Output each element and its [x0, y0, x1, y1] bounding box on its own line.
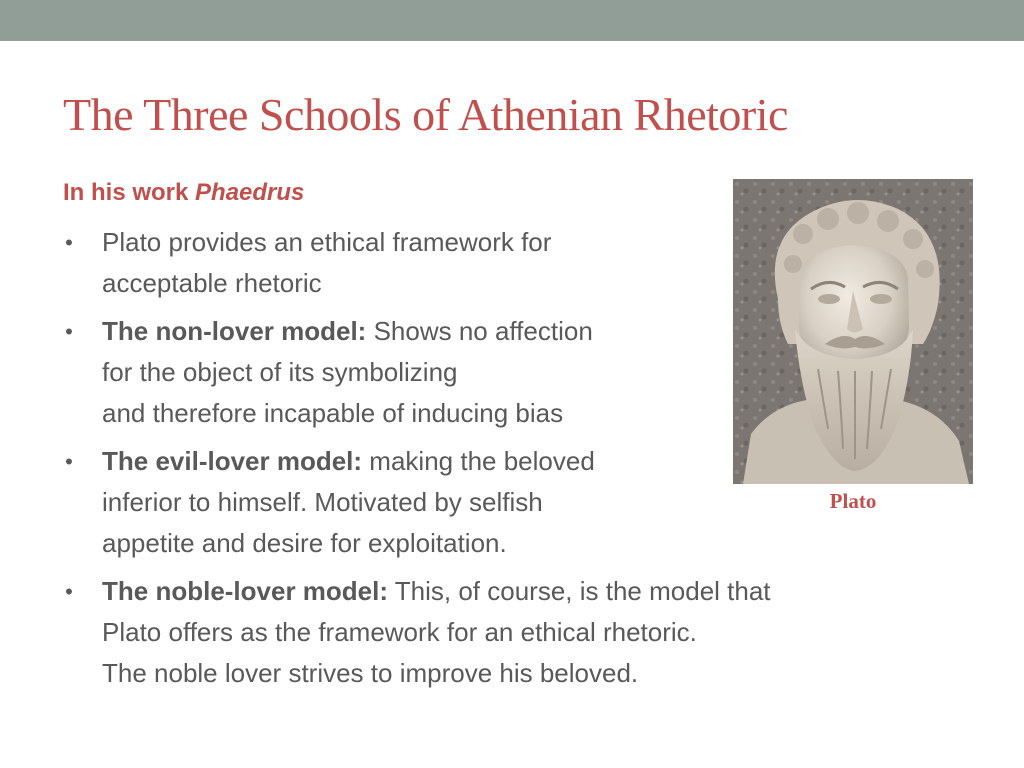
bullet-line: acceptable rhetoric — [102, 268, 322, 298]
subheading-work-title: Phaedrus — [195, 179, 305, 206]
bullet-line: Plato provides an ethical framework for — [102, 227, 552, 257]
bullet-line: appetite and desire for exploitation. — [102, 528, 507, 558]
bullet-text: making the beloved — [362, 446, 595, 476]
bullet-item — [62, 571, 962, 694]
bullet-dot-icon: • — [65, 230, 73, 255]
bullet-heading: The non-lover model: — [102, 316, 367, 346]
bullet-dot-icon: • — [65, 579, 73, 604]
bullet-heading: The evil-lover model: — [102, 446, 363, 476]
bullet-line: The noble lover strives to improve his beloved. — [102, 658, 639, 688]
bullet-line: and therefore incapable of inducing bias — [102, 398, 564, 428]
slide-title: The Three Schools of Athenian Rhetoric — [63, 89, 788, 140]
bullet-text: This, of course, is the model that — [388, 576, 771, 606]
image-caption: Plato — [829, 489, 877, 513]
top-bar — [0, 0, 1024, 41]
subheading-prefix: In his work — [63, 179, 196, 206]
bullet-line: Plato offers as the framework for an ethical rhetoric. — [102, 617, 697, 647]
bullet-line — [102, 571, 962, 612]
bullet-line: for the object of its symbolizing — [102, 357, 458, 387]
bullet-text: Shows no affection — [366, 316, 593, 346]
subheading — [63, 176, 304, 210]
plato-bust-image — [733, 179, 973, 484]
bust-photo-icon — [733, 179, 973, 484]
bullet-line: inferior to himself. Motivated by selfish — [102, 487, 543, 517]
bullet-dot-icon: • — [65, 449, 73, 474]
bullet-heading: The noble-lover model: — [102, 576, 389, 606]
bullet-dot-icon: • — [65, 319, 73, 344]
